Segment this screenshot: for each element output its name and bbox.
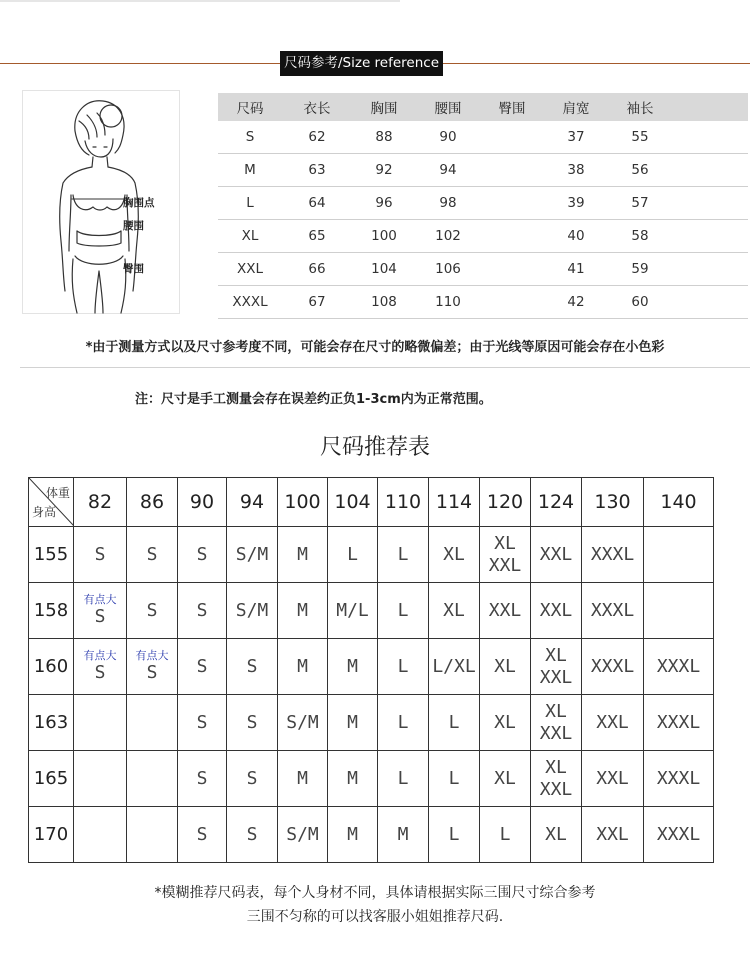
size-value: XXXL [590, 543, 635, 565]
size-cell [74, 527, 127, 583]
size-value: M [297, 599, 308, 621]
size-value: XL [545, 644, 567, 666]
footer-note-2: 三围不匀称的可以找客服小姐姐推荐尺码. [246, 909, 504, 925]
size-value: M [297, 767, 308, 789]
size-value: S [94, 606, 106, 627]
size-value: L [397, 543, 409, 565]
table-cell: 102 [435, 228, 461, 244]
size-cell [531, 695, 582, 751]
size-value: XXXL [656, 711, 701, 733]
size-value: S [146, 662, 158, 683]
table-cell: 40 [567, 228, 585, 244]
table-cell: 96 [375, 195, 393, 211]
table-cell: 38 [567, 162, 585, 178]
size-value: L [499, 823, 511, 845]
size-recommend-table [28, 477, 714, 863]
size-value: XL [443, 599, 465, 621]
weight-header: 120 [480, 478, 531, 527]
table-row [29, 695, 714, 751]
fit-note: 有点大 [83, 649, 117, 662]
size-value: L [448, 711, 460, 733]
size-cell [644, 639, 714, 695]
size-cell [328, 695, 378, 751]
top-divider-faint [0, 0, 400, 2]
size-cell [227, 807, 278, 863]
size-cell [74, 583, 127, 639]
size-value: XXL [539, 722, 573, 744]
size-value: XL [494, 711, 516, 733]
size-value: XXL [596, 823, 629, 845]
size-value: M [347, 655, 358, 677]
table-cell: 62 [308, 129, 326, 145]
table-cell: S [245, 129, 255, 145]
weight-header: 104 [328, 478, 378, 527]
size-cell [429, 527, 480, 583]
height-axis-label: 身高 [32, 505, 57, 519]
fit-note: 有点大 [135, 649, 169, 662]
size-reference-tab: 尺码参考/Size reference [280, 51, 443, 76]
footer-note-1: *模糊推荐尺码表，每个人身材不同，具体请根据实际三围尺寸综合参考 [154, 885, 596, 901]
size-value: S/M [235, 543, 269, 565]
size-value: XXL [488, 554, 522, 576]
size-cell [74, 639, 127, 695]
size-cell [178, 639, 227, 695]
size-value: XXXL [656, 655, 701, 677]
size-cell [328, 583, 378, 639]
size-value: M [297, 655, 308, 677]
size-cell [429, 583, 480, 639]
size-value: XXL [539, 778, 573, 800]
size-cell [531, 751, 582, 807]
tolerance-note: 注：尺寸是手工测量会存在误差约正负1-3cm内为正常范围。 [135, 392, 492, 407]
size-value: L [397, 711, 409, 733]
height-header: 165 [29, 751, 74, 807]
size-cell [378, 583, 429, 639]
table-cell: 106 [435, 261, 461, 277]
weight-header: 86 [127, 478, 178, 527]
size-value: S/M [286, 823, 319, 845]
table-cell: 58 [631, 228, 649, 244]
size-table-body [218, 121, 748, 319]
size-cell [429, 639, 480, 695]
size-cell [227, 639, 278, 695]
col-header: 腰围 [434, 101, 462, 117]
size-cell [278, 583, 328, 639]
size-value: L/XL [432, 655, 476, 677]
table-cell: XL [241, 228, 259, 244]
size-cell [278, 751, 328, 807]
table-row [218, 121, 748, 154]
weight-axis-label: 体重 [45, 486, 70, 500]
size-value: S [246, 711, 258, 733]
size-cell [178, 751, 227, 807]
size-cell [227, 583, 278, 639]
size-cell [531, 639, 582, 695]
height-header: 170 [29, 807, 74, 863]
size-cell [644, 527, 714, 583]
size-value: M [347, 823, 358, 845]
col-header: 肩宽 [562, 101, 590, 117]
size-value: S/M [286, 711, 319, 733]
table-cell: 98 [439, 195, 457, 211]
size-cell [127, 527, 178, 583]
col-header: 臀围 [498, 101, 526, 117]
table-cell: M [244, 162, 256, 178]
table-cell: 56 [631, 162, 649, 178]
weight-header: 140 [644, 478, 714, 527]
weight-header: 114 [429, 478, 480, 527]
size-cell [480, 639, 531, 695]
size-cell [480, 583, 531, 639]
size-cell [582, 527, 644, 583]
size-cell [178, 527, 227, 583]
weight-header: 94 [227, 478, 278, 527]
height-header: 155 [29, 527, 74, 583]
table-cell: L [246, 195, 254, 211]
height-header: 163 [29, 695, 74, 751]
weight-header: 124 [531, 478, 582, 527]
size-cell [582, 583, 644, 639]
size-cell [531, 527, 582, 583]
col-header: 衣长 [303, 101, 331, 117]
size-value: S [246, 767, 258, 789]
table-cell: 104 [371, 261, 397, 277]
col-header: 胸围 [370, 101, 398, 117]
size-value: S [146, 543, 158, 565]
size-value: S [146, 599, 158, 621]
table-row [218, 154, 748, 187]
size-cell [278, 639, 328, 695]
col-header: 尺码 [236, 101, 264, 117]
size-value: S [196, 767, 208, 789]
size-cell [127, 807, 178, 863]
size-cell [278, 807, 328, 863]
size-cell [328, 639, 378, 695]
size-cell [480, 807, 531, 863]
table-row [29, 807, 714, 863]
size-value: S/M [235, 599, 269, 621]
size-value: M [397, 823, 409, 845]
size-value: XXL [596, 711, 629, 733]
size-value: S [246, 655, 258, 677]
size-cell [328, 751, 378, 807]
size-value: XXL [539, 666, 573, 688]
size-cell [74, 807, 127, 863]
size-cell [227, 695, 278, 751]
table-cell: 94 [439, 162, 457, 178]
size-value: XXXL [590, 655, 635, 677]
size-cell [378, 527, 429, 583]
size-value: XXXL [656, 767, 701, 789]
size-value: L [397, 655, 409, 677]
size-value: XXL [539, 543, 573, 565]
table-row [29, 751, 714, 807]
table-row [218, 253, 748, 286]
size-cell [480, 751, 531, 807]
size-cell [582, 751, 644, 807]
size-cell [328, 527, 378, 583]
size-value: XXXL [656, 823, 701, 845]
measurement-note: *由于测量方式以及尺寸参考度不同，可能会存在尺寸的略微偏差；由于光线等原因可能会存在小色彩 [85, 340, 665, 355]
size-cell [227, 751, 278, 807]
size-cell [531, 807, 582, 863]
size-cell [127, 751, 178, 807]
weight-header: 130 [582, 478, 644, 527]
size-cell [278, 527, 328, 583]
weight-header: 100 [278, 478, 328, 527]
size-cell [480, 527, 531, 583]
size-cell [644, 751, 714, 807]
size-value: M [347, 767, 358, 789]
table-row [218, 187, 748, 220]
size-cell [178, 695, 227, 751]
table-cell: XXL [236, 261, 264, 277]
table-cell: 100 [371, 228, 397, 244]
size-value: XL [494, 532, 516, 554]
size-value: S [196, 655, 208, 677]
table-cell: 42 [567, 294, 585, 310]
recommend-title: 尺码推荐表 [319, 435, 430, 460]
waist-label: 腰围 [123, 220, 144, 232]
size-cell [531, 583, 582, 639]
size-value: M/L [336, 599, 369, 621]
size-cell [74, 695, 127, 751]
bust-label: 胸围点 [123, 197, 155, 209]
weight-header: 90 [178, 478, 227, 527]
table-cell: 39 [567, 195, 585, 211]
size-value: L [397, 767, 409, 789]
size-cell [378, 639, 429, 695]
fit-note: 有点大 [83, 593, 117, 606]
size-cell [227, 527, 278, 583]
table-cell: 59 [631, 261, 649, 277]
size-value: XXL [488, 599, 522, 621]
size-cell [429, 807, 480, 863]
size-cell [127, 639, 178, 695]
size-cell [328, 807, 378, 863]
divider [20, 367, 750, 368]
table-row [218, 220, 748, 253]
size-cell [278, 695, 328, 751]
table-cell: 90 [439, 129, 457, 145]
size-cell [480, 695, 531, 751]
size-cell [178, 807, 227, 863]
size-value: XL [545, 756, 567, 778]
size-value: S [196, 543, 208, 565]
table-cell: 110 [435, 294, 461, 310]
table-cell: 60 [631, 294, 649, 310]
size-value: M [347, 711, 358, 733]
size-cell [127, 583, 178, 639]
size-cell [644, 695, 714, 751]
size-cell [582, 695, 644, 751]
table-cell: 57 [631, 195, 649, 211]
size-value: XXL [596, 767, 629, 789]
size-table-header [218, 93, 748, 121]
table-cell: 67 [308, 294, 326, 310]
table-cell: 37 [567, 129, 585, 145]
size-value: L [448, 823, 460, 845]
size-cell [378, 751, 429, 807]
table-cell: 108 [371, 294, 397, 310]
size-value: XL [494, 767, 516, 789]
table-cell: 63 [308, 162, 326, 178]
table-row [29, 639, 714, 695]
size-cell [429, 751, 480, 807]
size-value: S [196, 599, 208, 621]
size-cell [644, 807, 714, 863]
size-value: L [448, 767, 460, 789]
height-header: 160 [29, 639, 74, 695]
size-cell [127, 695, 178, 751]
size-cell [582, 639, 644, 695]
table-cell: 55 [631, 129, 649, 145]
size-value: M [297, 543, 308, 565]
table-row [29, 527, 714, 583]
weight-header: 82 [74, 478, 127, 527]
size-value: S [196, 823, 208, 845]
size-cell [644, 583, 714, 639]
table-cell: 66 [308, 261, 326, 277]
body-figure [22, 90, 180, 314]
table-row [218, 286, 748, 319]
table-cell: 64 [308, 195, 326, 211]
size-cell [429, 695, 480, 751]
size-cell [178, 583, 227, 639]
size-value: L [397, 599, 409, 621]
table-cell: 65 [308, 228, 326, 244]
size-value: S [94, 662, 106, 683]
hip-label: 臀围 [123, 263, 144, 275]
size-value: XL [545, 823, 567, 845]
size-cell [74, 751, 127, 807]
weight-header-row [29, 478, 714, 527]
height-header: 158 [29, 583, 74, 639]
size-value: S [94, 543, 106, 565]
size-value: XL [443, 543, 465, 565]
size-value: S [196, 711, 208, 733]
size-value: S [246, 823, 258, 845]
size-value: XXL [539, 599, 573, 621]
size-cell [378, 807, 429, 863]
size-value: L [347, 543, 358, 565]
size-value: XXXL [590, 599, 635, 621]
size-cell [378, 695, 429, 751]
size-value: XL [494, 655, 516, 677]
corner-cell [29, 478, 74, 527]
col-header: 袖长 [626, 101, 654, 117]
size-reference-table [218, 93, 748, 319]
table-cell: 92 [375, 162, 393, 178]
size-value: XL [545, 700, 567, 722]
table-cell: XXXL [232, 294, 268, 310]
weight-header: 110 [378, 478, 429, 527]
table-row [29, 583, 714, 639]
size-cell [582, 807, 644, 863]
table-cell: 41 [567, 261, 585, 277]
table-cell: 88 [375, 129, 393, 145]
body-sketch-icon [23, 91, 181, 315]
